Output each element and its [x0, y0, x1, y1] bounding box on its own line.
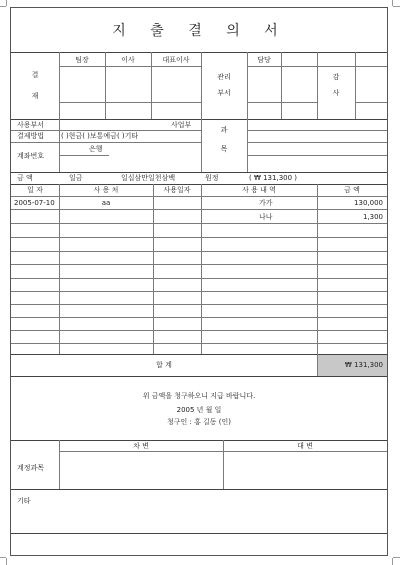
table-rule	[11, 343, 387, 344]
credit-label: 대 변	[297, 442, 313, 450]
etc-label: 기타	[17, 497, 31, 505]
paymethod-label: 결제방법	[17, 132, 45, 140]
charge-label: 담당	[257, 56, 271, 64]
audit-label: 사	[332, 89, 340, 97]
table-rule	[11, 119, 387, 120]
table-rule	[11, 237, 387, 238]
table-rule	[11, 130, 201, 131]
table-rule	[11, 264, 387, 265]
table-rule	[11, 440, 387, 441]
accounting-label: 계정과목	[17, 464, 45, 472]
table-row-detail: 나나	[259, 213, 273, 221]
table-rule	[11, 196, 387, 197]
table-rule	[247, 155, 387, 156]
table-rule	[11, 142, 201, 143]
dept-label: 사용부서	[17, 121, 45, 129]
amount-unit: 일금	[69, 174, 83, 182]
table-row-detail: 가가	[259, 199, 273, 207]
subject-label: 목	[220, 145, 228, 153]
table-rule	[59, 102, 201, 103]
crop-mark	[6, 0, 7, 6]
table-rule	[317, 52, 318, 119]
crop-mark	[393, 6, 400, 7]
header-user: 사용일자	[163, 186, 191, 194]
paymethod-options: ( )현금( )보통예금( )기타	[61, 132, 139, 140]
total-label: 합 계	[156, 361, 172, 369]
crop-mark	[0, 6, 6, 7]
table-rule	[59, 66, 201, 67]
table-rule	[59, 451, 387, 452]
table-rule	[11, 533, 387, 534]
debit-label: 차 변	[133, 442, 149, 450]
bank-label: 은행	[89, 145, 103, 153]
audit-label: 감	[332, 73, 340, 81]
header-amount: 금 액	[344, 186, 360, 194]
table-rule	[247, 102, 317, 103]
table-rule	[11, 291, 387, 292]
role-director: 이사	[121, 56, 135, 64]
header-place: 사 용 처	[93, 186, 119, 194]
table-rule	[247, 130, 387, 131]
table-rule	[11, 251, 387, 252]
request-statement: 위 금액을 청구하오니 지급 바랍니다.	[142, 392, 256, 400]
mgmt-dept-label: 관리	[217, 73, 231, 81]
table-rule	[355, 52, 356, 119]
amount-won: 원정	[205, 174, 219, 182]
crop-mark	[392, 0, 393, 6]
table-rule	[281, 52, 282, 119]
role-team-lead: 팀장	[75, 56, 89, 64]
table-rule	[11, 376, 387, 377]
crop-mark	[6, 558, 7, 565]
bizdept-label: 사업부	[171, 121, 192, 129]
table-row-place: aa	[101, 199, 111, 207]
table-rule	[247, 119, 248, 172]
amount-label: 금 액	[17, 174, 33, 182]
account-label: 계좌번호	[17, 152, 45, 160]
table-row-amount: 1,300	[362, 213, 383, 221]
total-value: ₩ 131,300	[344, 361, 383, 369]
approval-label: 재	[31, 92, 39, 100]
table-rule	[11, 304, 387, 305]
role-ceo: 대표이사	[162, 56, 190, 64]
crop-mark	[393, 557, 400, 558]
requester-line: 청구인 : 홍 길동 (인)	[166, 418, 232, 426]
divider	[11, 52, 387, 53]
expense-form	[10, 7, 388, 556]
table-rule	[59, 155, 109, 156]
header-date: 일 자	[27, 186, 43, 194]
amount-numeric: ( ₩ 131,300 )	[249, 174, 298, 182]
form-title: 지 출 결 의 서	[112, 23, 288, 39]
table-rule	[11, 223, 387, 224]
table-rule	[201, 52, 202, 119]
table-rule	[11, 172, 387, 173]
amount-korean: 일십삼만일천삼백	[121, 174, 176, 182]
approval-label: 결	[31, 71, 39, 79]
table-rule	[59, 119, 60, 172]
mgmt-dept-label: 부서	[217, 89, 231, 97]
table-rule	[11, 209, 387, 210]
table-rule	[11, 317, 387, 318]
table-rule	[11, 489, 387, 490]
table-rule	[247, 66, 387, 67]
table-row-amount: 130,000	[354, 199, 383, 207]
table-rule	[11, 330, 387, 331]
subject-label: 과	[220, 126, 228, 134]
table-rule	[247, 142, 387, 143]
crop-mark	[392, 558, 393, 565]
header-detail: 사 용 내 역	[242, 186, 276, 194]
table-rule	[11, 278, 387, 279]
table-rule	[11, 184, 387, 185]
table-row-date: 2005-07-10	[14, 199, 55, 207]
request-date: 2005 년 월 일	[176, 406, 222, 414]
table-rule	[355, 102, 387, 103]
